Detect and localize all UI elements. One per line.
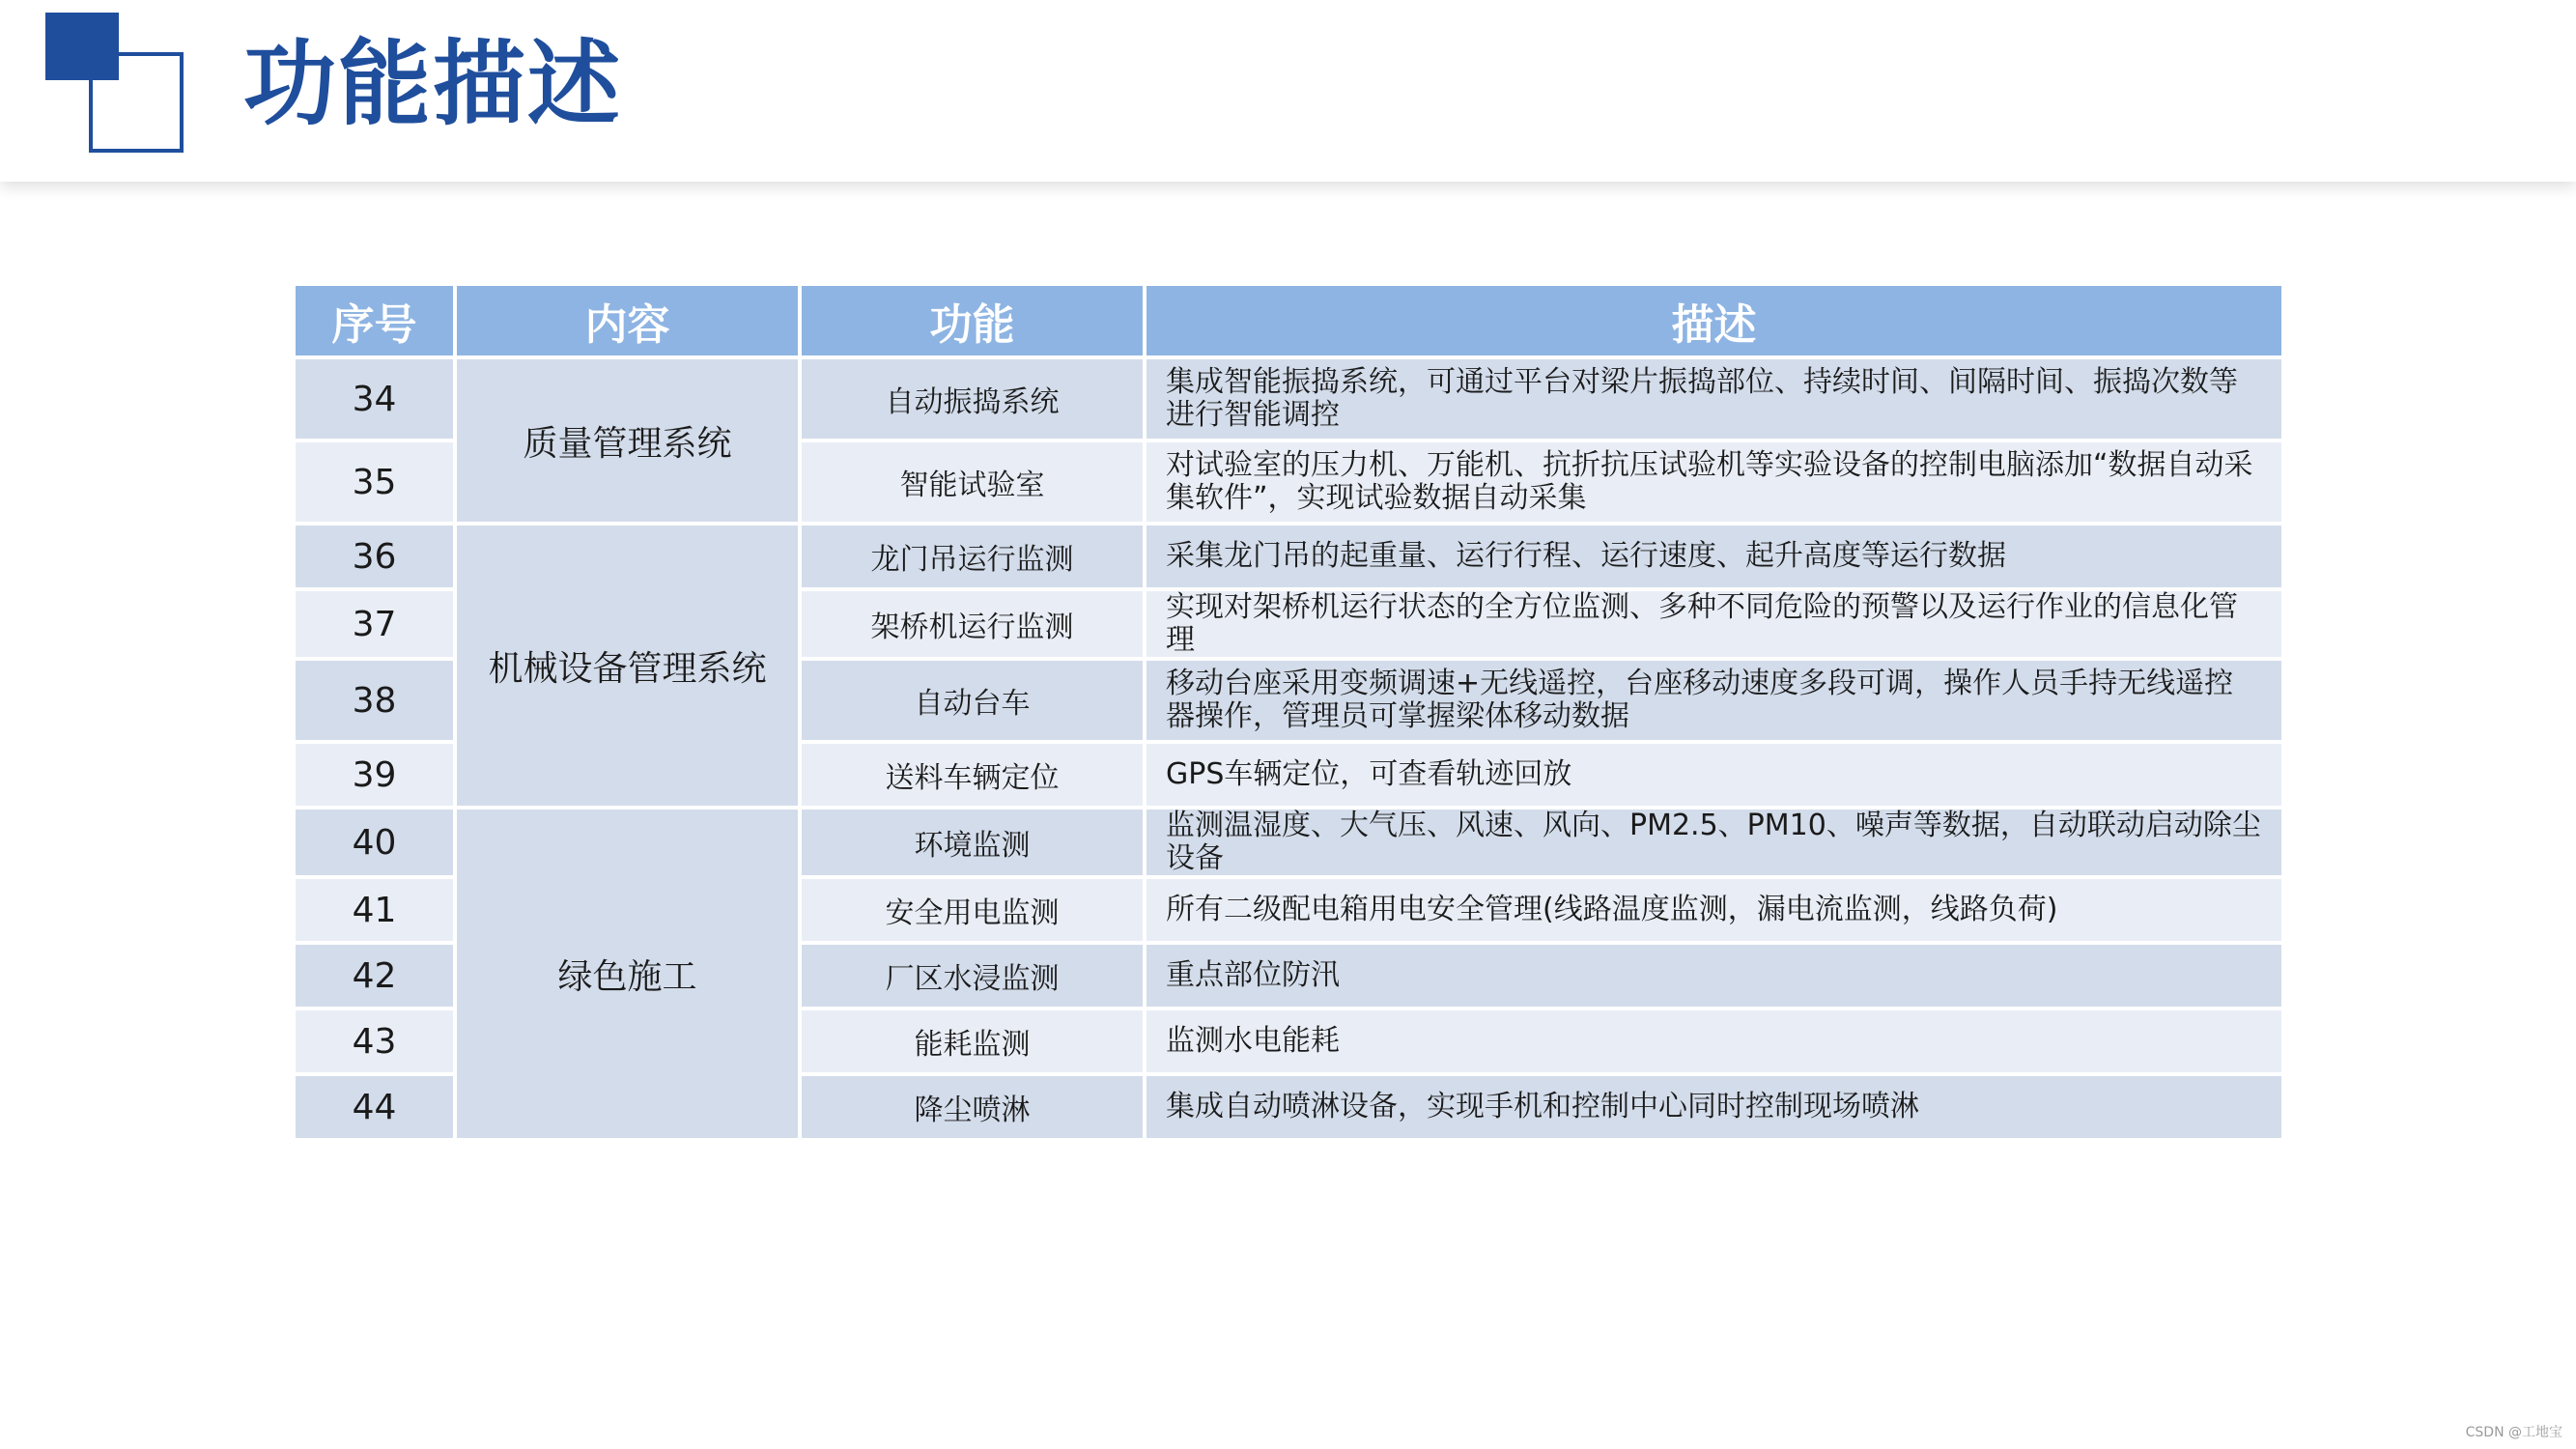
row-description: 移动台座采用变频调速+无线遥控，台座移动速度多段可调，操作人员手持无线遥控器操作，管理员可掌握梁体移动数据: [1146, 661, 2281, 740]
row-function: 降尘喷淋: [802, 1076, 1143, 1138]
row-number: 37: [296, 591, 453, 657]
function-table: [292, 282, 2285, 1142]
row-description: 所有二级配电箱用电安全管理(线路温度监测，漏电流监测，线路负荷): [1146, 879, 2281, 941]
table-row: [296, 810, 2281, 875]
group-machinery-management: 机械设备管理系统: [457, 526, 798, 806]
group-green-construction: 绿色施工: [457, 810, 798, 1138]
header-description: 描述: [1146, 286, 2281, 355]
row-number: 35: [296, 442, 453, 522]
header-number: 序号: [296, 286, 453, 355]
row-function: 能耗监测: [802, 1010, 1143, 1072]
row-function: 自动振捣系统: [802, 359, 1143, 439]
row-number: 41: [296, 879, 453, 941]
row-description: 采集龙门吊的起重量、运行行程、运行速度、起升高度等运行数据: [1146, 526, 2281, 587]
header-function: 功能: [802, 286, 1143, 355]
row-number: 44: [296, 1076, 453, 1138]
row-description: 实现对架桥机运行状态的全方位监测、多种不同危险的预警以及运行作业的信息化管理: [1146, 591, 2281, 657]
watermark-text: CSDN @工地宝: [2465, 1425, 2562, 1440]
function-table-container: [296, 282, 2281, 1142]
table-header-row: [296, 286, 2281, 355]
row-function: 安全用电监测: [802, 879, 1143, 941]
page-title: 功能描述: [243, 30, 622, 138]
row-description: 监测温湿度、大气压、风速、风向、PM2.5、PM10、噪声等数据，自动联动启动除尘设备: [1146, 810, 2281, 875]
row-description: 集成自动喷淋设备，实现手机和控制中心同时控制现场喷淋: [1146, 1076, 2281, 1138]
logo-squares-icon: [42, 10, 187, 145]
row-description: 监测水电能耗: [1146, 1010, 2281, 1072]
row-function: 龙门吊运行监测: [802, 526, 1143, 587]
row-function: 送料车辆定位: [802, 744, 1143, 806]
row-description: GPS车辆定位，可查看轨迹回放: [1146, 744, 2281, 806]
row-number: 42: [296, 945, 453, 1007]
row-number: 40: [296, 810, 453, 875]
row-function: 厂区水浸监测: [802, 945, 1143, 1007]
row-function: 自动台车: [802, 661, 1143, 740]
row-function: 架桥机运行监测: [802, 591, 1143, 657]
row-description: 重点部位防汛: [1146, 945, 2281, 1007]
row-number: 38: [296, 661, 453, 740]
row-function: 环境监测: [802, 810, 1143, 875]
row-number: 39: [296, 744, 453, 806]
logo-filled-square: [45, 13, 119, 80]
row-description: 集成智能振捣系统，可通过平台对梁片振捣部位、持续时间、间隔时间、振捣次数等进行智能调控: [1146, 359, 2281, 439]
row-number: 34: [296, 359, 453, 439]
row-function: 智能试验室: [802, 442, 1143, 522]
row-description: 对试验室的压力机、万能机、抗折抗压试验机等实验设备的控制电脑添加“数据自动采集软件”，实现试验数据自动采集: [1146, 442, 2281, 522]
table-row: [296, 359, 2281, 439]
header-bar: [0, 0, 2576, 182]
row-number: 43: [296, 1010, 453, 1072]
group-quality-management: 质量管理系统: [457, 359, 798, 522]
table-row: [296, 526, 2281, 587]
row-number: 36: [296, 526, 453, 587]
header-content: 内容: [457, 286, 798, 355]
